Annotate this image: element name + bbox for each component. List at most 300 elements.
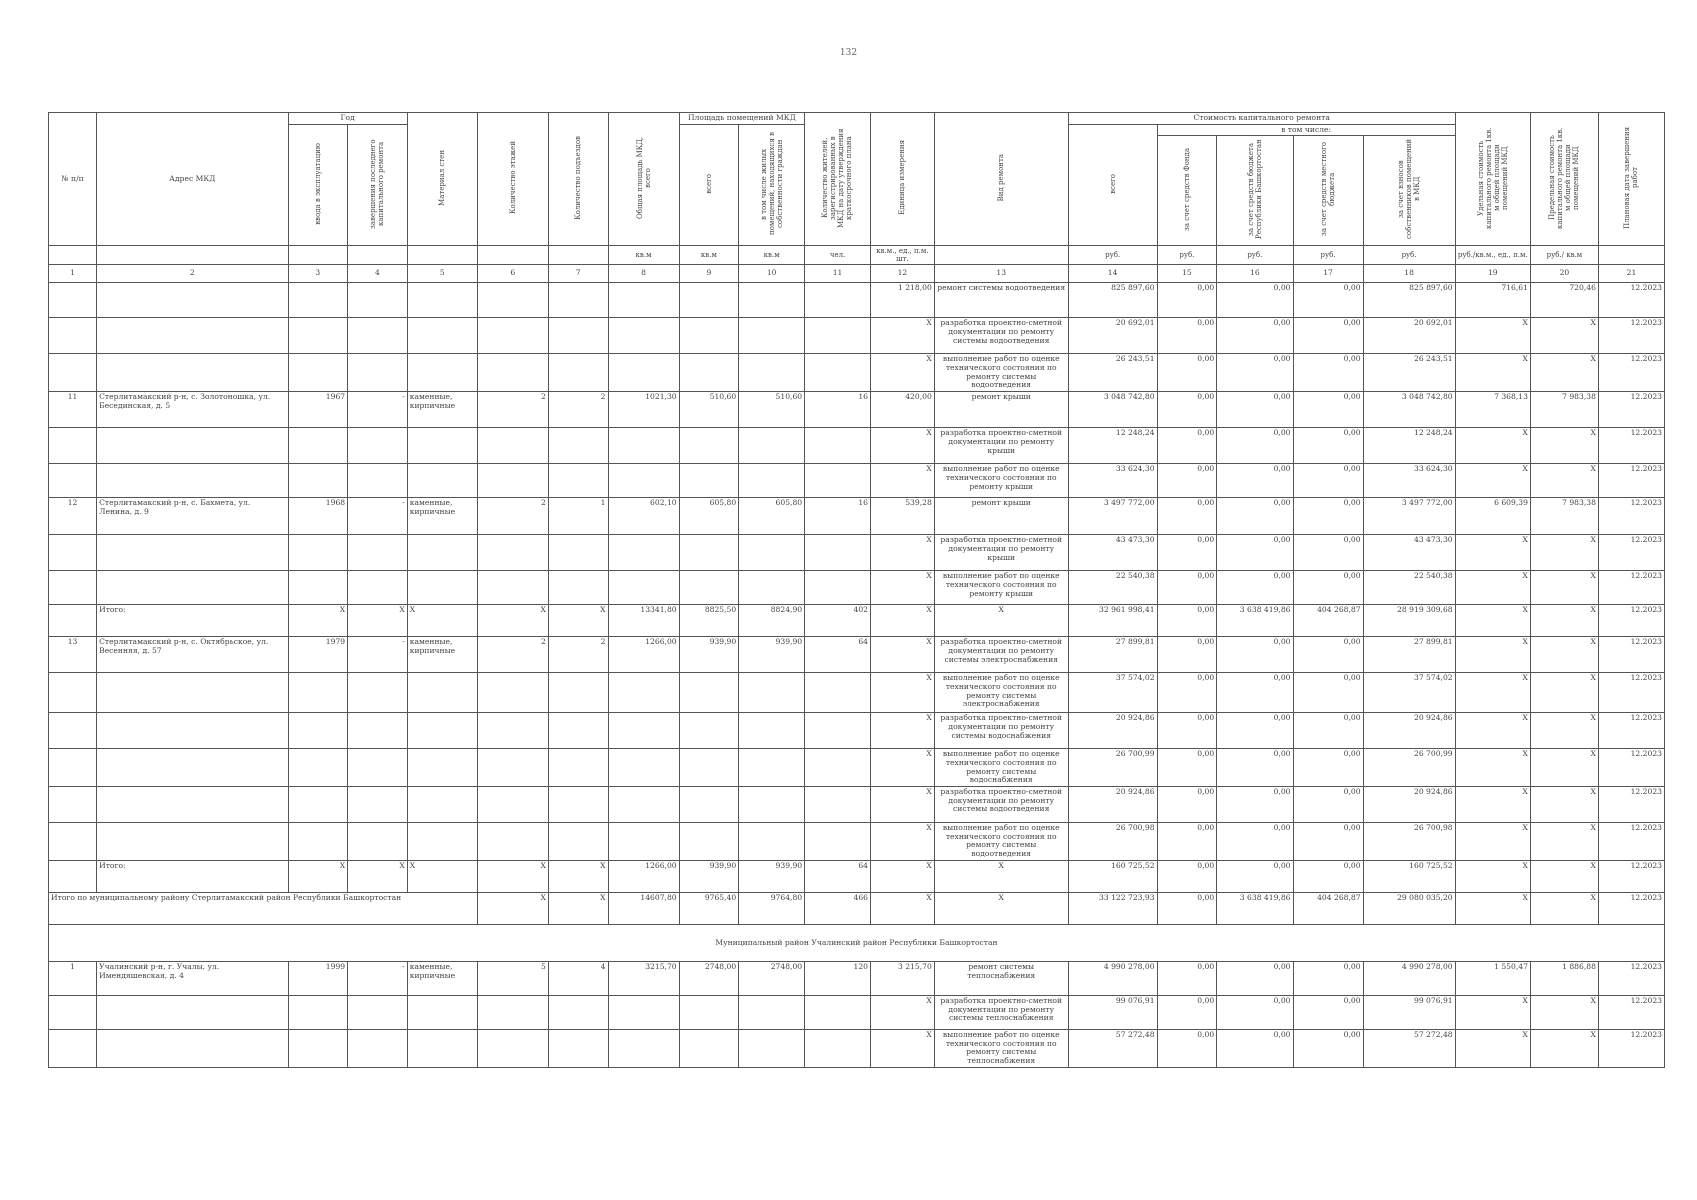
- cell-wall: X: [407, 860, 477, 892]
- cell-ent: 2: [548, 392, 608, 428]
- cell-area: 1021,30: [608, 392, 679, 428]
- cell-limit: X: [1530, 860, 1598, 892]
- section-title-row: [49, 924, 1665, 961]
- cell-area_all: [679, 428, 739, 464]
- cell-area: 602,10: [608, 498, 679, 535]
- cell-floors: [477, 749, 548, 787]
- hdr-unit-cost: Удельная стоимость капитального ремонта 1кв. м общей площади помещений МКД: [1455, 113, 1530, 246]
- table-row: [49, 961, 1665, 995]
- cell-owners: 26 700,98: [1363, 823, 1455, 861]
- cell-last: X: [348, 860, 408, 892]
- column-number: 6: [477, 265, 548, 283]
- cell-unit: X: [871, 860, 935, 892]
- cell-limit: X: [1530, 749, 1598, 787]
- cell-date: 12.2023: [1598, 787, 1664, 823]
- column-number: 2: [97, 265, 288, 283]
- cell-floors: 2: [477, 637, 548, 673]
- cell-area: 14607,80: [608, 892, 679, 924]
- cell-local: 404 268,87: [1293, 605, 1363, 637]
- cell-last: [348, 823, 408, 861]
- cell-total: 825 897,60: [1068, 283, 1157, 318]
- cell-last: [348, 318, 408, 354]
- cell-work: ремонт системы водоотведения: [934, 283, 1068, 318]
- cell-rb: 0,00: [1217, 1029, 1293, 1067]
- cell-floors: [477, 823, 548, 861]
- cell-last: [348, 571, 408, 605]
- table-row: [49, 749, 1665, 787]
- cell-work: ремонт крыши: [934, 498, 1068, 535]
- cell-total: 32 961 998,41: [1068, 605, 1157, 637]
- cell-ent: X: [548, 605, 608, 637]
- cell-no: [49, 713, 97, 749]
- cell-area_res: 605,80: [739, 498, 805, 535]
- cell-rb: 0,00: [1217, 637, 1293, 673]
- cell-owners: 37 574,02: [1363, 673, 1455, 713]
- cell-limit: 1 886,88: [1530, 961, 1598, 995]
- cell-date: 12.2023: [1598, 823, 1664, 861]
- cell-rb: 0,00: [1217, 571, 1293, 605]
- hdr-last-repair: завершения последнего капитального ремонта: [348, 124, 408, 245]
- column-number: 17: [1293, 265, 1363, 283]
- column-number: 5: [407, 265, 477, 283]
- cell-address: Итого:: [97, 860, 288, 892]
- hdr-owners: за счет взносов собственников помещений в МКД: [1363, 136, 1455, 246]
- cell-total: 43 473,30: [1068, 535, 1157, 571]
- table-row: [49, 713, 1665, 749]
- cell-work: разработка проектно-сметной документации по ремонту системы водоснабжения: [934, 713, 1068, 749]
- cell-no: [49, 995, 97, 1029]
- cell-year: 1999: [288, 961, 348, 995]
- table-row: [49, 283, 1665, 318]
- hdr-cost-group: Стоимость капитального ремонта: [1068, 113, 1455, 125]
- table-row: [49, 673, 1665, 713]
- cell-no: 13: [49, 637, 97, 673]
- cell-unit_cost: X: [1455, 892, 1530, 924]
- cell-fund: 0,00: [1157, 995, 1217, 1029]
- cell-area: 3215,70: [608, 961, 679, 995]
- cell-residents: 402: [805, 605, 871, 637]
- column-number: 3: [288, 265, 348, 283]
- cell-rb: 0,00: [1217, 392, 1293, 428]
- cell-rb: 0,00: [1217, 498, 1293, 535]
- cell-residents: 64: [805, 637, 871, 673]
- cell-area_res: [739, 673, 805, 713]
- cell-work: X: [934, 892, 1068, 924]
- column-number: 15: [1157, 265, 1217, 283]
- cell-unit: X: [871, 464, 935, 498]
- cell-owners: 22 540,38: [1363, 571, 1455, 605]
- cell-owners: 12 248,24: [1363, 428, 1455, 464]
- cell-unit_cost: 1 550,47: [1455, 961, 1530, 995]
- cell-work: разработка проектно-сметной документации по ремонту системы электроснабжения: [934, 637, 1068, 673]
- cell-owners: 99 076,91: [1363, 995, 1455, 1029]
- cell-floors: [477, 283, 548, 318]
- cell-floors: [477, 995, 548, 1029]
- cell-total: 26 700,99: [1068, 749, 1157, 787]
- cell-unit: 420,00: [871, 392, 935, 428]
- cell-address: [97, 464, 288, 498]
- cell-unit_cost: X: [1455, 1029, 1530, 1067]
- cell-fund: 0,00: [1157, 318, 1217, 354]
- cell-work: выполнение работ по оценке технического состояния по ремонту системы теплоснабжения: [934, 1029, 1068, 1067]
- cell-wall: каменные, кирпичные: [407, 392, 477, 428]
- cell-fund: 0,00: [1157, 673, 1217, 713]
- cell-total: 20 692,01: [1068, 318, 1157, 354]
- column-number: 20: [1530, 265, 1598, 283]
- cell-rb: 0,00: [1217, 961, 1293, 995]
- cell-area_all: 2748,00: [679, 961, 739, 995]
- table-row: [49, 605, 1665, 637]
- cell-residents: 120: [805, 961, 871, 995]
- cell-area_res: 8824,90: [739, 605, 805, 637]
- cell-unit: X: [871, 823, 935, 861]
- cell-fund: 0,00: [1157, 605, 1217, 637]
- cell-rb: 0,00: [1217, 428, 1293, 464]
- cell-year: [288, 713, 348, 749]
- cell-date: 12.2023: [1598, 1029, 1664, 1067]
- cell-no: 12: [49, 498, 97, 535]
- cell-floors: [477, 354, 548, 392]
- cell-unit: X: [871, 428, 935, 464]
- cell-limit: X: [1530, 354, 1598, 392]
- table-row: [49, 535, 1665, 571]
- cell-address: [97, 995, 288, 1029]
- cell-local: 0,00: [1293, 283, 1363, 318]
- hdr-local: за счет средств местного бюджета: [1293, 136, 1363, 246]
- cell-area_all: [679, 1029, 739, 1067]
- cell-date: 12.2023: [1598, 571, 1664, 605]
- cell-area_res: [739, 354, 805, 392]
- cell-area_res: 939,90: [739, 860, 805, 892]
- cell-rb: 0,00: [1217, 749, 1293, 787]
- cell-floors: 5: [477, 961, 548, 995]
- cell-residents: [805, 283, 871, 318]
- cell-limit: X: [1530, 823, 1598, 861]
- cell-area: 1266,00: [608, 860, 679, 892]
- cell-area: [608, 354, 679, 392]
- cell-fund: 0,00: [1157, 498, 1217, 535]
- cell-rb: 0,00: [1217, 823, 1293, 861]
- cell-owners: 3 048 742,80: [1363, 392, 1455, 428]
- cell-unit: 1 218,00: [871, 283, 935, 318]
- cell-ent: [548, 318, 608, 354]
- cell-unit_cost: X: [1455, 713, 1530, 749]
- cell-last: [348, 995, 408, 1029]
- cell-date: 12.2023: [1598, 392, 1664, 428]
- cell-date: 12.2023: [1598, 673, 1664, 713]
- cell-address: [97, 787, 288, 823]
- cell-residents: [805, 1029, 871, 1067]
- cell-area: [608, 535, 679, 571]
- table-row: [49, 1029, 1665, 1067]
- cell-unit_cost: X: [1455, 354, 1530, 392]
- cell-no: [49, 673, 97, 713]
- cell-residents: [805, 823, 871, 861]
- column-number: 14: [1068, 265, 1157, 283]
- cell-limit: 720,46: [1530, 283, 1598, 318]
- cell-residents: [805, 995, 871, 1029]
- cell-wall: [407, 1029, 477, 1067]
- column-number: 10: [739, 265, 805, 283]
- cell-date: 12.2023: [1598, 961, 1664, 995]
- column-numbers-row: [49, 265, 1665, 283]
- cell-no: [49, 787, 97, 823]
- cell-unit_cost: X: [1455, 318, 1530, 354]
- cell-area: [608, 713, 679, 749]
- cell-owners: 28 919 309,68: [1363, 605, 1455, 637]
- cell-unit: X: [871, 787, 935, 823]
- cell-total: 33 624,30: [1068, 464, 1157, 498]
- cell-total: 12 248,24: [1068, 428, 1157, 464]
- cell-date: 12.2023: [1598, 605, 1664, 637]
- cell-local: 0,00: [1293, 961, 1363, 995]
- cell-limit: 7 983,38: [1530, 498, 1598, 535]
- cell-address: Итого:: [97, 605, 288, 637]
- cell-local: 0,00: [1293, 571, 1363, 605]
- cell-area_all: 605,80: [679, 498, 739, 535]
- cell-residents: [805, 713, 871, 749]
- cell-area_res: [739, 283, 805, 318]
- cell-area_all: [679, 354, 739, 392]
- cell-rb: 0,00: [1217, 318, 1293, 354]
- cell-unit_cost: X: [1455, 673, 1530, 713]
- cell-owners: 825 897,60: [1363, 283, 1455, 318]
- cell-area_res: [739, 318, 805, 354]
- cell-rb: 0,00: [1217, 713, 1293, 749]
- table-row: [49, 498, 1665, 535]
- table-row: [49, 318, 1665, 354]
- cell-work: выполнение работ по оценке технического состояния по ремонту системы водоотведения: [934, 823, 1068, 861]
- hdr-entrances: Количество подъездов: [548, 113, 608, 246]
- cell-date: 12.2023: [1598, 892, 1664, 924]
- cell-fund: 0,00: [1157, 637, 1217, 673]
- cell-unit_cost: X: [1455, 605, 1530, 637]
- hdr-address: Адрес МКД: [97, 113, 288, 246]
- cell-wall: [407, 823, 477, 861]
- cell-unit: X: [871, 637, 935, 673]
- cell-no: [49, 749, 97, 787]
- cell-local: 0,00: [1293, 787, 1363, 823]
- cell-work: X: [934, 860, 1068, 892]
- hdr-rb: за счет средств бюджета Республики Башкортостан: [1217, 136, 1293, 246]
- cell-area_res: [739, 749, 805, 787]
- cell-residents: 16: [805, 498, 871, 535]
- cell-work: разработка проектно-сметной документации по ремонту крыши: [934, 535, 1068, 571]
- cell-limit: X: [1530, 535, 1598, 571]
- cell-ent: [548, 995, 608, 1029]
- cell-limit: 7 983,38: [1530, 392, 1598, 428]
- hdr-no: № п/п: [49, 113, 97, 246]
- cell-wall: [407, 318, 477, 354]
- cell-area: [608, 749, 679, 787]
- hdr-area-res: в том числе жилых помещений, находящихся в собственности граждан: [739, 124, 805, 245]
- cell-unit_cost: X: [1455, 787, 1530, 823]
- cell-total: 26 700,98: [1068, 823, 1157, 861]
- cell-floors: [477, 673, 548, 713]
- cell-unit: X: [871, 713, 935, 749]
- cell-local: 0,00: [1293, 498, 1363, 535]
- cell-no: [49, 860, 97, 892]
- cell-area: [608, 428, 679, 464]
- cell-wall: каменные, кирпичные: [407, 637, 477, 673]
- column-number: 9: [679, 265, 739, 283]
- cell-work: ремонт крыши: [934, 392, 1068, 428]
- cell-area_all: [679, 787, 739, 823]
- cell-work: выполнение работ по оценке технического состояния по ремонту крыши: [934, 464, 1068, 498]
- cell-last: -: [348, 961, 408, 995]
- cell-year: [288, 823, 348, 861]
- cell-address: [97, 1029, 288, 1067]
- cell-no: [49, 605, 97, 637]
- cell-last: [348, 749, 408, 787]
- cell-local: 0,00: [1293, 464, 1363, 498]
- cell-total: 20 924,86: [1068, 787, 1157, 823]
- cell-area_res: 2748,00: [739, 961, 805, 995]
- cell-limit: X: [1530, 428, 1598, 464]
- cell-total: 3 497 772,00: [1068, 498, 1157, 535]
- cell-total: 37 574,02: [1068, 673, 1157, 713]
- column-number: 12: [871, 265, 935, 283]
- cell-date: 12.2023: [1598, 860, 1664, 892]
- cell-area: [608, 823, 679, 861]
- cell-floors: [477, 318, 548, 354]
- cell-unit: X: [871, 318, 935, 354]
- cell-rb: 0,00: [1217, 354, 1293, 392]
- cell-year: 1968: [288, 498, 348, 535]
- hdr-wall: Материал стен: [407, 113, 477, 246]
- cell-limit: X: [1530, 995, 1598, 1029]
- cell-floors: [477, 464, 548, 498]
- cell-owners: 20 692,01: [1363, 318, 1455, 354]
- cell-work: выполнение работ по оценке технического состояния по ремонту системы водоснабжения: [934, 749, 1068, 787]
- cell-last: [348, 283, 408, 318]
- cell-area_all: [679, 823, 739, 861]
- units-row: кв.м кв.м кв.м чел. кв.м., ед., п.м. шт. руб. руб. руб. руб. руб. руб./кв.м., ед., п.м. руб./ кв.м: [49, 246, 1665, 265]
- cell-wall: каменные, кирпичные: [407, 498, 477, 535]
- cell-local: 0,00: [1293, 318, 1363, 354]
- column-number: 1: [49, 265, 97, 283]
- cell-last: [348, 1029, 408, 1067]
- cell-residents: [805, 354, 871, 392]
- cell-year: [288, 571, 348, 605]
- cell-owners: 26 700,99: [1363, 749, 1455, 787]
- cell-rb: 3 638 419,86: [1217, 892, 1293, 924]
- cell-ent: [548, 283, 608, 318]
- cell-owners: 27 899,81: [1363, 637, 1455, 673]
- cell-ent: [548, 571, 608, 605]
- cell-area: [608, 318, 679, 354]
- cell-no: [49, 823, 97, 861]
- cell-last: -: [348, 637, 408, 673]
- table-row: [49, 637, 1665, 673]
- page-number: 132: [839, 48, 858, 58]
- table-row: [49, 571, 1665, 605]
- cell-total: 160 725,52: [1068, 860, 1157, 892]
- cell-last: [348, 428, 408, 464]
- hdr-deadline: Плановая дата завершения работ: [1598, 113, 1664, 246]
- hdr-cost-all: всего: [1068, 124, 1157, 245]
- cell-floors: [477, 787, 548, 823]
- cell-year: [288, 787, 348, 823]
- cell-wall: [407, 283, 477, 318]
- cell-unit_cost: X: [1455, 428, 1530, 464]
- cell-limit: X: [1530, 673, 1598, 713]
- cell-area_res: 9764,80: [739, 892, 805, 924]
- cell-wall: [407, 995, 477, 1029]
- cell-address: Учалинский р-н, г. Учалы, ул. Имендяшевская, д. 4: [97, 961, 288, 995]
- cell-area_all: [679, 995, 739, 1029]
- cell-total: 4 990 278,00: [1068, 961, 1157, 995]
- cell-unit: X: [871, 354, 935, 392]
- cell-year: [288, 673, 348, 713]
- cell-work: выполнение работ по оценке технического состояния по ремонту системы водоотведения: [934, 354, 1068, 392]
- cell-total: 3 048 742,80: [1068, 392, 1157, 428]
- cell-no: [49, 571, 97, 605]
- cell-area: [608, 283, 679, 318]
- cell-total: 99 076,91: [1068, 995, 1157, 1029]
- cell-limit: X: [1530, 605, 1598, 637]
- cell-wall: [407, 354, 477, 392]
- cell-local: 0,00: [1293, 392, 1363, 428]
- cell-date: 12.2023: [1598, 283, 1664, 318]
- cell-local: 0,00: [1293, 535, 1363, 571]
- cell-date: 12.2023: [1598, 354, 1664, 392]
- cell-area_all: [679, 749, 739, 787]
- cell-date: 12.2023: [1598, 318, 1664, 354]
- cell-total: 27 899,81: [1068, 637, 1157, 673]
- cell-local: 0,00: [1293, 749, 1363, 787]
- cell-work: разработка проектно-сметной документации по ремонту системы водоотведения: [934, 787, 1068, 823]
- cell-ent: 1: [548, 498, 608, 535]
- hdr-fund: за счет средств Фонда: [1157, 136, 1217, 246]
- district-total-row: [49, 892, 1665, 924]
- cell-local: 0,00: [1293, 637, 1363, 673]
- cell-local: 0,00: [1293, 860, 1363, 892]
- cell-work: выполнение работ по оценке технического состояния по ремонту крыши: [934, 571, 1068, 605]
- cell-unit_cost: X: [1455, 464, 1530, 498]
- cell-total: 20 924,86: [1068, 713, 1157, 749]
- cell-no: [49, 354, 97, 392]
- cell-year: [288, 1029, 348, 1067]
- cell-owners: 43 473,30: [1363, 535, 1455, 571]
- hdr-commission: ввода в эксплуатацию: [288, 124, 348, 245]
- cell-wall: [407, 535, 477, 571]
- cell-year: [288, 283, 348, 318]
- cell-unit: X: [871, 892, 935, 924]
- cell-fund: 0,00: [1157, 749, 1217, 787]
- cell-fund: 0,00: [1157, 392, 1217, 428]
- cell-residents: [805, 464, 871, 498]
- cell-wall: [407, 749, 477, 787]
- cell-unit_cost: X: [1455, 637, 1530, 673]
- cell-area_all: 510,60: [679, 392, 739, 428]
- cell-residents: [805, 571, 871, 605]
- column-number: 8: [608, 265, 679, 283]
- cell-last: [348, 535, 408, 571]
- cell-date: 12.2023: [1598, 749, 1664, 787]
- cell-address: Стерлитамакский р-н, с. Бахмета, ул. Ленина, д. 9: [97, 498, 288, 535]
- hdr-unit: Единица измерения: [871, 113, 935, 246]
- cell-owners: 57 272,48: [1363, 1029, 1455, 1067]
- cell-residents: 64: [805, 860, 871, 892]
- cell-wall: [407, 428, 477, 464]
- cell-area_res: [739, 571, 805, 605]
- cell-work: разработка проектно-сметной документации по ремонту крыши: [934, 428, 1068, 464]
- cell-fund: 0,00: [1157, 713, 1217, 749]
- cell-last: X: [348, 605, 408, 637]
- cell-limit: X: [1530, 571, 1598, 605]
- cell-unit_cost: X: [1455, 571, 1530, 605]
